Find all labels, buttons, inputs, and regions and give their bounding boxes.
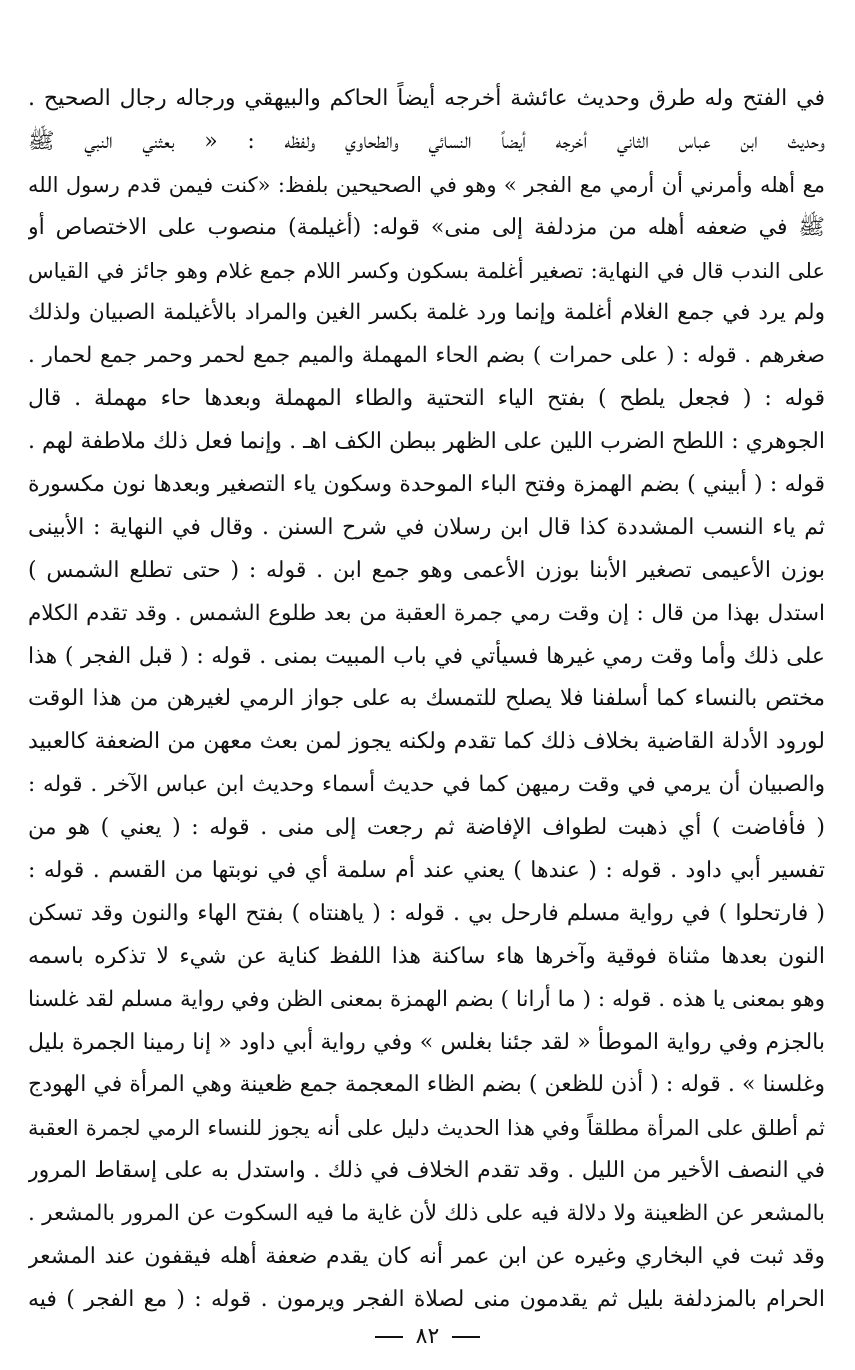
text-line: وهو بمعنى يا هذه . قوله : ( ما أرانا ) بضم الهمزة بمعنى الظن وفي رواية مسلم لقد غلسنا xyxy=(28,986,825,1012)
text-line: وقد ثبت في البخاري وغيره عن ابن عمر أنه كان يقدم ضعفة أهله فيقفون عند المشعر xyxy=(28,1244,825,1270)
body-text xyxy=(28,78,825,1322)
text-line: بالمشعر عن الظعينة ولا دلالة فيه على ذلك لأن غاية ما فيه السكوت عن المرور بالمشعر . xyxy=(28,1201,825,1227)
text-line: في النصف الأخير من الليل . وقد تقدم الخلاف في ذلك . واستدل به على إسقاط المرور xyxy=(28,1158,825,1184)
text-line: وغلسنا » . قوله : ( أذن للظعن ) بضم الظاء المعجمة جمع ظعينة وهي المرأة في الهودج xyxy=(28,1072,825,1098)
text-line: وحديث ابن عباس الثاني أخرجه أيضاً النسائي والطحاوي ولفظه : « بعثني النبي ﷺ xyxy=(28,128,825,154)
page-number: ٨٢ xyxy=(415,1324,440,1349)
text-line: في الفتح وله طرق وحديث عائشة أخرجه أيضاً الحاكم والبيهقي ورجاله رجال الصحيح . xyxy=(28,86,825,111)
text-line: الحرام بالمزدلفة بليل ثم يقدمون منى لصلاة الفجر ويرمون . قوله : ( مع الفجر ) فيه xyxy=(28,1286,825,1312)
text-line: على الندب قال في النهاية: تصغير أغلمة بسكون وكسر اللام جمع غلام وهو جائز في القياس xyxy=(28,258,825,283)
text-line: ( فارتحلوا ) في رواية مسلم فارحل بي . قوله : ( ياهنتاه ) بفتح الهاء والنون وقد تسكن xyxy=(28,900,825,926)
text-line: مع أهله وأمرني أن أرمي مع الفجر » وهو في الصحيحين بلفظ: «كنت فيمن قدم رسول الله xyxy=(28,172,825,197)
text-line: النون بعدها مثناة فوقية وآخرها هاء ساكنة هذا اللفظ كناية عن شيء لا تذكره باسمه xyxy=(28,943,825,969)
text-line: ﷺ في ضعفه أهله من مزدلفة إلى منى» قوله: (أغيلمة) منصوب على الاختصاص أو xyxy=(28,214,825,240)
text-line: بالجزم وفي رواية الموطأ « لقد جئنا بغلس » وفي رواية أبي داود « إنا رمينا الجمرة بليل xyxy=(28,1029,825,1055)
text-line: بوزن الأعيمى تصغير الأبنا بوزن الأعمى وهو جمع ابن . قوله : ( حتى تطلع الشمس ) xyxy=(28,557,825,583)
text-line: الجوهري : اللطح الضرب اللين على الظهر ببطن الكف اهـ . وإنما فعل ذلك ملاطفة لهم . xyxy=(28,429,825,455)
footer-dash-right xyxy=(375,1336,403,1338)
text-line: مختص بالنساء كما أسلفنا فلا يصلح للتمسك به على جواز الرمي لغيرهن من هذا الوقت xyxy=(28,686,825,712)
text-line: ثم أطلق على المرأة مطلقاً وفي هذا الحديث دليل على أنه يجوز للنساء الرمي لجمرة العقبة xyxy=(28,1116,825,1141)
text-line: لورود الأدلة القاضية بخلاف ذلك كما تقدم ولكنه يجوز لمن بعث معهن من الضعفة كالعبيد xyxy=(28,729,825,755)
text-line: تفسير أبي داود . قوله : ( عندها ) يعني عند أم سلمة أي في نوبتها من القسم . قوله : xyxy=(28,858,825,884)
page-footer xyxy=(0,1322,855,1352)
text-line: على ذلك وأما وقت رمي غيرها فسيأتي في باب المبيت بمنى . قوله : ( قبل الفجر ) هذا xyxy=(28,643,825,669)
text-line: استدل بهذا من قال : إن وقت رمي جمرة العقبة من بعد طلوع الشمس . وقد تقدم الكلام xyxy=(28,600,825,626)
text-line: والصبيان أن يرمي في وقت رميهن كما في حديث أسماء وحديث ابن عباس الآخر . قوله : xyxy=(28,772,825,798)
text-line: قوله : ( أبيني ) بضم الهمزة وفتح الباء الموحدة وسكون ياء التصغير وبعدها نون مكسورة xyxy=(28,472,825,498)
footer-dash-left xyxy=(452,1336,480,1338)
text-line: ثم ياء النسب المشددة كذا قال ابن رسلان في شرح السنن . وقال في النهاية : الأبينى xyxy=(28,514,825,540)
text-line: ولم يرد في جمع الغلام أغلمة وإنما ورد غلمة بكسر الغين والمراد بالأغيلمة الصبيان ولذلك xyxy=(28,300,825,326)
text-line: صغرهم . قوله : ( على حمرات ) بضم الحاء المهملة والميم جمع لحمر وحمر جمع لحمار . xyxy=(28,343,825,369)
text-line: ( فأفاضت ) أي ذهبت لطواف الإفاضة ثم رجعت إلى منى . قوله : ( يعني ) هو من xyxy=(28,815,825,841)
text-line: قوله : ( فجعل يلطح ) بفتح الياء التحتية والطاء المهملة وبعدها حاء مهملة . قال xyxy=(28,386,825,412)
